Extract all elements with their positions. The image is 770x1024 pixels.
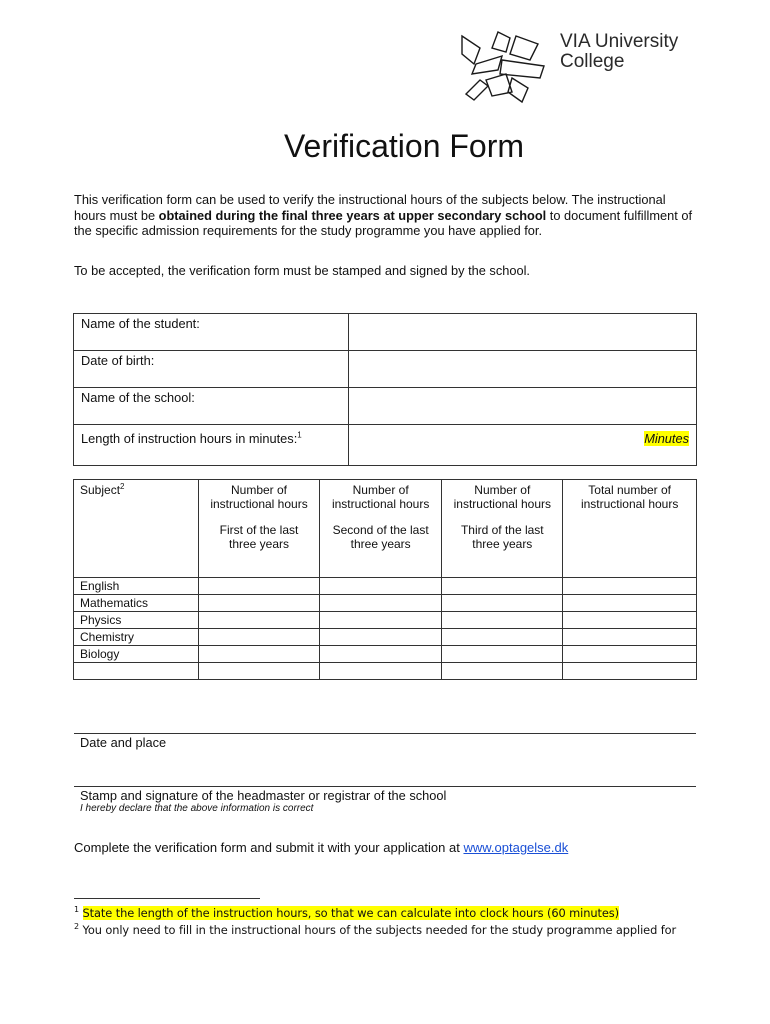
subject-name: Chemistry	[74, 629, 199, 646]
date-place-line[interactable]	[74, 733, 696, 734]
intro-paragraph	[74, 192, 698, 239]
subject-name: Physics	[74, 612, 199, 629]
footnote-ref-1: 1	[297, 430, 302, 440]
hours-cell[interactable]	[199, 612, 320, 629]
hours-cell[interactable]	[320, 646, 442, 663]
hours-cell[interactable]	[199, 595, 320, 612]
footnote-ref-2: 2	[120, 482, 125, 491]
logo-line-1: VIA University	[560, 31, 679, 52]
school-name-label: Name of the school:	[74, 388, 349, 425]
total-cell[interactable]	[563, 646, 697, 663]
intro-text-1: This verification form can be used to verify the instructional hours of the subjects below. The instructional hours must be	[74, 192, 666, 223]
date-of-birth-field[interactable]	[349, 351, 697, 388]
signature-line[interactable]	[74, 786, 696, 787]
footnote-2-text: You only need to fill in the instructional hours of the subjects needed for the study programme applied for	[82, 923, 677, 937]
instruction-length-field[interactable]	[349, 425, 697, 466]
subject-name: English	[74, 578, 199, 595]
student-name-field[interactable]	[349, 314, 697, 351]
length-row	[74, 425, 697, 466]
hours-cell[interactable]	[199, 629, 320, 646]
dob-row	[74, 351, 697, 388]
hours-cell[interactable]	[320, 612, 442, 629]
via-logo-icon	[458, 30, 554, 104]
hours-cell[interactable]	[442, 578, 563, 595]
school-row	[74, 388, 697, 425]
stamp-signature-label: Stamp and signature of the headmaster or registrar of the school	[80, 788, 447, 803]
footnote-1-number: 1	[74, 905, 79, 915]
subject-name: Mathematics	[74, 595, 199, 612]
subject-row-mathematics	[74, 595, 697, 612]
subjects-header-row	[74, 480, 697, 578]
subject-name-field[interactable]	[74, 663, 199, 680]
year3-title: Number of instructional hours	[453, 483, 551, 511]
total-cell[interactable]	[563, 612, 697, 629]
total-header: Total number of instructional hours	[563, 480, 697, 578]
year3-subtitle: Third of the last three years	[460, 523, 544, 551]
intro-text-2: to document fulfillment of the specific admission requirements for the study programme you have applied for.	[74, 207, 693, 238]
hours-cell[interactable]	[442, 663, 563, 680]
subject-row-chemistry	[74, 629, 697, 646]
subject-row-physics	[74, 612, 697, 629]
total-cell[interactable]	[563, 629, 697, 646]
year1-subtitle: First of the last three years	[219, 523, 299, 551]
subject-header-text: Subject	[80, 483, 121, 497]
optagelse-link[interactable]: www.optagelse.dk	[463, 840, 569, 855]
submit-text: Complete the verification form and submit it with your application at	[74, 840, 464, 855]
year2-header	[320, 480, 442, 578]
hours-cell[interactable]	[442, 612, 563, 629]
school-name-field[interactable]	[349, 388, 697, 425]
hours-cell[interactable]	[442, 646, 563, 663]
minutes-unit: Minutes	[644, 431, 689, 446]
hours-cell[interactable]	[442, 629, 563, 646]
subject-row-english	[74, 578, 697, 595]
logo-line-2: College	[560, 51, 625, 72]
subject-row-biology	[74, 646, 697, 663]
student-info-table	[73, 313, 697, 466]
page-title: Verification Form	[283, 128, 525, 164]
student-name-label: Name of the student:	[74, 314, 349, 351]
year2-subtitle: Second of the last three years	[332, 523, 429, 551]
hours-cell[interactable]	[320, 629, 442, 646]
footnote-2-number: 2	[74, 922, 79, 932]
footnote-divider	[74, 898, 260, 899]
hours-cell[interactable]	[199, 646, 320, 663]
subject-name: Biology	[74, 646, 199, 663]
subject-row-blank	[74, 663, 697, 680]
declaration-text: I hereby declare that the above information is correct	[80, 803, 314, 814]
total-cell[interactable]	[563, 595, 697, 612]
hours-cell[interactable]	[320, 663, 442, 680]
acceptance-note: To be accepted, the verification form must be stamped and signed by the school.	[74, 263, 530, 278]
year1-header	[199, 480, 320, 578]
hours-cell[interactable]	[320, 578, 442, 595]
date-place-label: Date and place	[80, 735, 167, 750]
total-cell[interactable]	[563, 578, 697, 595]
year1-title: Number of instructional hours	[210, 483, 308, 511]
hours-cell[interactable]	[320, 595, 442, 612]
intro-bold: obtained during the final three years at upper secondary school	[158, 207, 547, 223]
total-cell[interactable]	[563, 663, 697, 680]
footnote-1	[74, 906, 619, 920]
hours-cell[interactable]	[199, 578, 320, 595]
year3-header	[442, 480, 563, 578]
footnote-2	[74, 923, 676, 937]
student-row	[74, 314, 697, 351]
instruction-length-label	[74, 425, 349, 466]
footnote-1-text: State the length of the instruction hours, so that we can calculate into clock hours (60 minutes)	[82, 906, 619, 920]
submit-instruction	[74, 840, 568, 855]
hours-cell[interactable]	[442, 595, 563, 612]
subjects-table	[73, 479, 697, 680]
instruction-length-text: Length of instruction hours in minutes:	[81, 431, 298, 446]
date-of-birth-label: Date of birth:	[74, 351, 349, 388]
logo-text	[560, 32, 678, 72]
subject-header	[74, 480, 199, 578]
year2-title: Number of instructional hours	[331, 483, 430, 511]
hours-cell[interactable]	[199, 663, 320, 680]
